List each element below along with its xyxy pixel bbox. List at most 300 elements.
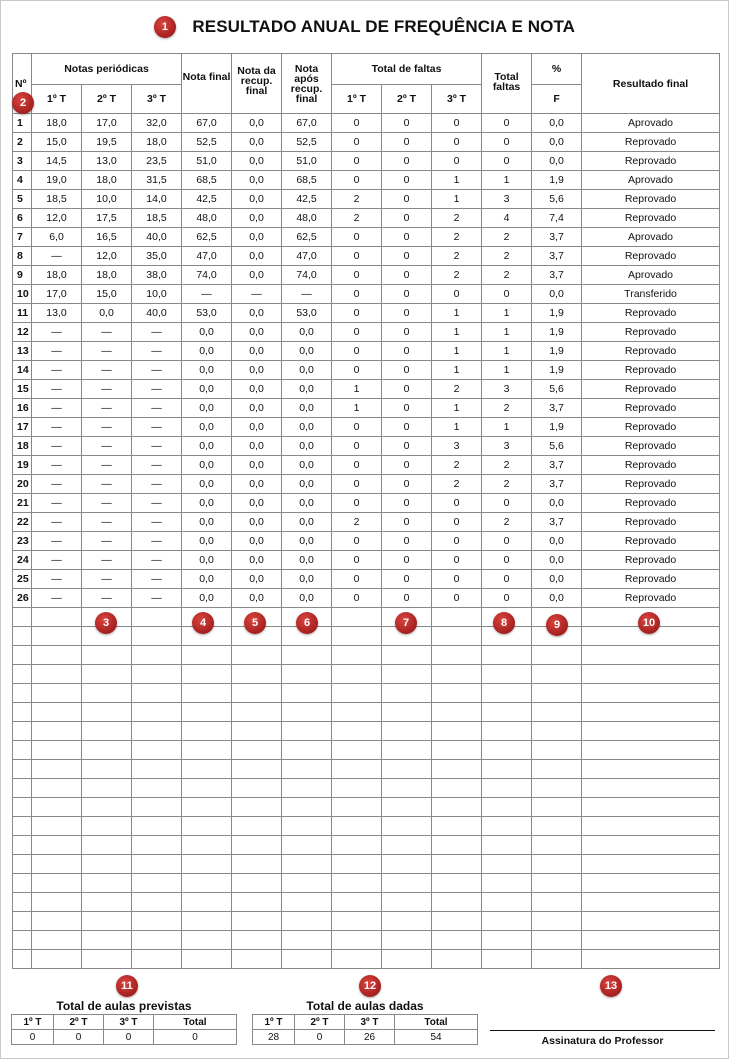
nota-apos-recup-cell: 0,0: [282, 437, 332, 456]
empty-cell: [32, 646, 82, 665]
empty-cell: [32, 855, 82, 874]
percent-faltas-cell: 3,7: [532, 247, 582, 266]
previstas-value-t1: 0: [12, 1030, 54, 1045]
faltas-t2-cell: 0: [382, 589, 432, 608]
empty-cell: [282, 855, 332, 874]
empty-row: [13, 779, 720, 798]
empty-cell: [282, 950, 332, 969]
empty-cell: [332, 855, 382, 874]
faltas-t1-cell: 0: [332, 152, 382, 171]
empty-cell: [482, 912, 532, 931]
total-faltas-cell: 1: [482, 418, 532, 437]
empty-cell: [132, 912, 182, 931]
empty-cell: [382, 855, 432, 874]
empty-cell: [13, 931, 32, 950]
total-faltas-cell: 1: [482, 361, 532, 380]
signature-line: [490, 1030, 715, 1031]
empty-cell: [182, 836, 232, 855]
nota-t2-cell: 17,5: [82, 209, 132, 228]
empty-cell: [432, 703, 482, 722]
resultado-final-cell: Reprovado: [582, 209, 720, 228]
table-row: [13, 114, 720, 133]
dadas-value-t3: 26: [345, 1030, 395, 1045]
empty-cell: [82, 817, 132, 836]
percent-faltas-cell: 1,9: [532, 418, 582, 437]
nota-t2-cell: —: [82, 551, 132, 570]
resultado-final-cell: Reprovado: [582, 190, 720, 209]
nota-final-cell: 0,0: [182, 323, 232, 342]
row-number-cell: 23: [13, 532, 32, 551]
annotation-badge-4: 4: [192, 612, 214, 634]
faltas-t3-cell: 2: [432, 475, 482, 494]
faltas-t3-cell: 1: [432, 399, 482, 418]
faltas-t1-cell: 2: [332, 513, 382, 532]
empty-cell: [532, 665, 582, 684]
faltas-t1-cell: 0: [332, 171, 382, 190]
nota-t1-cell: —: [32, 361, 82, 380]
empty-cell: [132, 893, 182, 912]
nota-recup-cell: 0,0: [232, 152, 282, 171]
empty-cell: [13, 836, 32, 855]
percent-faltas-cell: 1,9: [532, 342, 582, 361]
nota-apos-recup-cell: 68,5: [282, 171, 332, 190]
nota-final-cell: 0,0: [182, 437, 232, 456]
header-faltas-t2: 2º T: [382, 85, 432, 114]
nota-t2-cell: —: [82, 532, 132, 551]
nota-apos-recup-cell: 42,5: [282, 190, 332, 209]
row-number-cell: 16: [13, 399, 32, 418]
faltas-t1-cell: 0: [332, 456, 382, 475]
row-number-cell: 4: [13, 171, 32, 190]
nota-apos-recup-cell: 0,0: [282, 532, 332, 551]
nota-final-cell: 42,5: [182, 190, 232, 209]
empty-cell: [232, 703, 282, 722]
header-num: Nº: [13, 54, 32, 114]
nota-t1-cell: —: [32, 380, 82, 399]
nota-apos-recup-cell: 67,0: [282, 114, 332, 133]
annotation-badge-5: 5: [244, 612, 266, 634]
nota-t1-cell: —: [32, 513, 82, 532]
header-percent: %: [532, 54, 582, 85]
empty-cell: [532, 703, 582, 722]
nota-final-cell: 51,0: [182, 152, 232, 171]
previstas-value-t2: 0: [54, 1030, 104, 1045]
empty-cell: [82, 912, 132, 931]
empty-cell: [232, 817, 282, 836]
empty-cell: [13, 684, 32, 703]
empty-cell: [332, 741, 382, 760]
empty-cell: [13, 741, 32, 760]
resultado-final-cell: Reprovado: [582, 304, 720, 323]
percent-faltas-cell: 0,0: [532, 285, 582, 304]
resultado-final-cell: Reprovado: [582, 456, 720, 475]
nota-recup-cell: 0,0: [232, 133, 282, 152]
empty-cell: [382, 874, 432, 893]
faltas-t2-cell: 0: [382, 323, 432, 342]
empty-cell: [182, 760, 232, 779]
signature-label: Assinatura do Professor: [541, 1035, 664, 1047]
empty-cell: [382, 760, 432, 779]
empty-cell: [13, 665, 32, 684]
nota-apos-recup-cell: 0,0: [282, 323, 332, 342]
empty-cell: [182, 703, 232, 722]
percent-faltas-cell: 1,9: [532, 361, 582, 380]
empty-cell: [432, 817, 482, 836]
empty-cell: [82, 779, 132, 798]
empty-row: [13, 703, 720, 722]
table-row: [13, 475, 720, 494]
empty-cell: [82, 893, 132, 912]
total-faltas-cell: 2: [482, 266, 532, 285]
nota-recup-cell: 0,0: [232, 399, 282, 418]
empty-row: [13, 893, 720, 912]
empty-cell: [182, 741, 232, 760]
annotation-badge-9: 9: [546, 614, 568, 636]
empty-cell: [432, 855, 482, 874]
empty-row: [13, 722, 720, 741]
nota-t1-cell: 18,0: [32, 114, 82, 133]
nota-recup-cell: 0,0: [232, 456, 282, 475]
nota-final-cell: 52,5: [182, 133, 232, 152]
empty-cell: [482, 722, 532, 741]
header-notas-t1: 1º T: [32, 85, 82, 114]
empty-cell: [532, 817, 582, 836]
empty-cell: [132, 855, 182, 874]
nota-t3-cell: —: [132, 456, 182, 475]
nota-t1-cell: —: [32, 323, 82, 342]
empty-row: [13, 741, 720, 760]
nota-t2-cell: 0,0: [82, 304, 132, 323]
nota-final-cell: 0,0: [182, 513, 232, 532]
empty-cell: [332, 684, 382, 703]
nota-recup-cell: 0,0: [232, 114, 282, 133]
empty-cell: [13, 950, 32, 969]
annotation-badge-13: 13: [600, 975, 622, 997]
empty-row: [13, 817, 720, 836]
percent-faltas-cell: 0,0: [532, 133, 582, 152]
previstas-header-t3: 3º T: [104, 1015, 154, 1030]
empty-cell: [582, 798, 720, 817]
total-faltas-cell: 3: [482, 437, 532, 456]
faltas-t2-cell: 0: [382, 171, 432, 190]
empty-cell: [532, 646, 582, 665]
empty-cell: [582, 931, 720, 950]
total-faltas-cell: 1: [482, 342, 532, 361]
empty-cell: [382, 817, 432, 836]
percent-faltas-cell: 0,0: [532, 114, 582, 133]
table-row: [13, 570, 720, 589]
nota-recup-cell: —: [232, 285, 282, 304]
empty-cell: [332, 703, 382, 722]
resultado-final-cell: Reprovado: [582, 323, 720, 342]
empty-cell: [582, 855, 720, 874]
nota-apos-recup-cell: 0,0: [282, 570, 332, 589]
dadas-header-t2: 2º T: [295, 1015, 345, 1030]
row-number-cell: 3: [13, 152, 32, 171]
nota-t2-cell: 13,0: [82, 152, 132, 171]
empty-cell: [382, 836, 432, 855]
annotation-badge-6: 6: [296, 612, 318, 634]
empty-cell: [82, 722, 132, 741]
resultado-final-cell: Aprovado: [582, 266, 720, 285]
resultado-final-cell: Reprovado: [582, 133, 720, 152]
empty-cell: [582, 684, 720, 703]
table-row: [13, 342, 720, 361]
percent-faltas-cell: 0,0: [532, 494, 582, 513]
row-number-cell: 8: [13, 247, 32, 266]
empty-cell: [82, 760, 132, 779]
empty-cell: [82, 855, 132, 874]
percent-faltas-cell: 1,9: [532, 304, 582, 323]
empty-cell: [532, 874, 582, 893]
faltas-t1-cell: 0: [332, 494, 382, 513]
empty-cell: [482, 741, 532, 760]
nota-t1-cell: 15,0: [32, 133, 82, 152]
nota-final-cell: 48,0: [182, 209, 232, 228]
nota-t1-cell: —: [32, 399, 82, 418]
empty-cell: [32, 703, 82, 722]
nota-final-cell: 62,5: [182, 228, 232, 247]
nota-t2-cell: 16,5: [82, 228, 132, 247]
empty-cell: [82, 950, 132, 969]
empty-cell: [182, 950, 232, 969]
nota-recup-cell: 0,0: [232, 209, 282, 228]
empty-cell: [32, 760, 82, 779]
empty-row: [13, 798, 720, 817]
empty-row: [13, 760, 720, 779]
empty-cell: [232, 646, 282, 665]
empty-cell: [582, 741, 720, 760]
empty-cell: [332, 798, 382, 817]
header-notas-t2: 2º T: [82, 85, 132, 114]
total-faltas-cell: 0: [482, 551, 532, 570]
nota-recup-cell: 0,0: [232, 475, 282, 494]
table-row: [13, 437, 720, 456]
nota-t1-cell: —: [32, 456, 82, 475]
faltas-t2-cell: 0: [382, 247, 432, 266]
empty-cell: [582, 779, 720, 798]
resultado-final-cell: Reprovado: [582, 361, 720, 380]
faltas-t1-cell: 2: [332, 190, 382, 209]
empty-row: [13, 665, 720, 684]
nota-apos-recup-cell: 62,5: [282, 228, 332, 247]
empty-cell: [132, 874, 182, 893]
faltas-t1-cell: 0: [332, 551, 382, 570]
empty-cell: [182, 817, 232, 836]
empty-cell: [13, 817, 32, 836]
empty-cell: [432, 665, 482, 684]
percent-faltas-cell: 5,6: [532, 437, 582, 456]
nota-final-cell: —: [182, 285, 232, 304]
empty-cell: [332, 893, 382, 912]
empty-cell: [32, 665, 82, 684]
empty-cell: [532, 836, 582, 855]
empty-cell: [482, 874, 532, 893]
empty-cell: [432, 608, 482, 627]
resultado-final-cell: Reprovado: [582, 418, 720, 437]
faltas-t3-cell: 3: [432, 437, 482, 456]
nota-final-cell: 0,0: [182, 418, 232, 437]
header-nota-recup: Nota da recup. final: [232, 54, 282, 114]
nota-t3-cell: 38,0: [132, 266, 182, 285]
aulas-previstas-title: Total de aulas previstas: [56, 999, 192, 1013]
table-row: [13, 418, 720, 437]
empty-cell: [32, 931, 82, 950]
header-notas-periodicas: Notas periódicas: [32, 54, 182, 85]
header-faltas-t3: 3º T: [432, 85, 482, 114]
nota-recup-cell: 0,0: [232, 361, 282, 380]
faltas-t1-cell: 0: [332, 114, 382, 133]
annotation-badge-7: 7: [395, 612, 417, 634]
nota-t2-cell: —: [82, 513, 132, 532]
nota-final-cell: 0,0: [182, 456, 232, 475]
empty-cell: [13, 874, 32, 893]
empty-cell: [382, 722, 432, 741]
total-faltas-cell: 2: [482, 399, 532, 418]
empty-cell: [532, 931, 582, 950]
empty-cell: [182, 646, 232, 665]
total-faltas-cell: 0: [482, 285, 532, 304]
empty-cell: [132, 741, 182, 760]
row-number-cell: 22: [13, 513, 32, 532]
faltas-t2-cell: 0: [382, 513, 432, 532]
nota-apos-recup-cell: 53,0: [282, 304, 332, 323]
row-number-cell: 18: [13, 437, 32, 456]
faltas-t3-cell: 1: [432, 342, 482, 361]
faltas-t1-cell: 0: [332, 228, 382, 247]
aulas-dadas-table: [252, 1014, 478, 1045]
empty-cell: [132, 950, 182, 969]
percent-faltas-cell: 1,9: [532, 171, 582, 190]
empty-cell: [282, 703, 332, 722]
previstas-header-t1: 1º T: [12, 1015, 54, 1030]
nota-final-cell: 0,0: [182, 494, 232, 513]
faltas-t1-cell: 0: [332, 570, 382, 589]
nota-recup-cell: 0,0: [232, 247, 282, 266]
faltas-t3-cell: 1: [432, 190, 482, 209]
resultado-final-cell: Reprovado: [582, 532, 720, 551]
empty-cell: [132, 703, 182, 722]
nota-t3-cell: —: [132, 323, 182, 342]
empty-cell: [32, 893, 82, 912]
empty-cell: [32, 684, 82, 703]
faltas-t1-cell: 0: [332, 342, 382, 361]
nota-recup-cell: 0,0: [232, 342, 282, 361]
empty-cell: [482, 703, 532, 722]
row-number-cell: 19: [13, 456, 32, 475]
percent-faltas-cell: 0,0: [532, 152, 582, 171]
empty-cell: [332, 608, 382, 627]
empty-cell: [132, 722, 182, 741]
empty-cell: [532, 950, 582, 969]
table-row: [13, 456, 720, 475]
resultado-final-cell: Transferido: [582, 285, 720, 304]
nota-t3-cell: —: [132, 418, 182, 437]
empty-cell: [132, 646, 182, 665]
nota-t1-cell: —: [32, 551, 82, 570]
empty-row: [13, 627, 720, 646]
nota-t1-cell: —: [32, 247, 82, 266]
empty-cell: [82, 703, 132, 722]
resultado-final-cell: Reprovado: [582, 380, 720, 399]
row-number-cell: 13: [13, 342, 32, 361]
resultado-final-cell: Reprovado: [582, 475, 720, 494]
nota-t3-cell: 18,0: [132, 133, 182, 152]
faltas-t3-cell: 1: [432, 171, 482, 190]
empty-cell: [182, 779, 232, 798]
empty-cell: [232, 779, 282, 798]
empty-cell: [13, 608, 32, 627]
nota-recup-cell: 0,0: [232, 228, 282, 247]
annotation-badge-10: 10: [638, 612, 660, 634]
row-number-cell: 6: [13, 209, 32, 228]
total-faltas-cell: 0: [482, 133, 532, 152]
empty-row: [13, 855, 720, 874]
page-title: RESULTADO ANUAL DE FREQUÊNCIA E NOTA: [192, 17, 576, 36]
empty-cell: [282, 779, 332, 798]
aulas-dadas-block: [252, 995, 478, 1045]
empty-cell: [432, 912, 482, 931]
faltas-t3-cell: 0: [432, 589, 482, 608]
empty-cell: [82, 836, 132, 855]
nota-t1-cell: 19,0: [32, 171, 82, 190]
nota-t1-cell: 6,0: [32, 228, 82, 247]
empty-cell: [282, 798, 332, 817]
faltas-t3-cell: 0: [432, 152, 482, 171]
nota-recup-cell: 0,0: [232, 418, 282, 437]
percent-faltas-cell: 3,7: [532, 266, 582, 285]
faltas-t3-cell: 0: [432, 570, 482, 589]
faltas-t1-cell: 1: [332, 380, 382, 399]
faltas-t1-cell: 1: [332, 399, 382, 418]
nota-t2-cell: —: [82, 570, 132, 589]
nota-final-cell: 0,0: [182, 399, 232, 418]
empty-cell: [482, 836, 532, 855]
empty-cell: [132, 779, 182, 798]
nota-recup-cell: 0,0: [232, 304, 282, 323]
empty-cell: [32, 817, 82, 836]
nota-t1-cell: 13,0: [32, 304, 82, 323]
faltas-t1-cell: 0: [332, 589, 382, 608]
header-nota-final: Nota final: [182, 54, 232, 114]
nota-t1-cell: 17,0: [32, 285, 82, 304]
nota-t1-cell: —: [32, 342, 82, 361]
empty-cell: [182, 684, 232, 703]
nota-t2-cell: —: [82, 323, 132, 342]
total-faltas-cell: 2: [482, 247, 532, 266]
nota-t2-cell: —: [82, 456, 132, 475]
faltas-t2-cell: 0: [382, 494, 432, 513]
empty-cell: [532, 760, 582, 779]
empty-cell: [382, 950, 432, 969]
empty-cell: [482, 893, 532, 912]
faltas-t3-cell: 0: [432, 133, 482, 152]
empty-cell: [32, 912, 82, 931]
row-number-cell: 17: [13, 418, 32, 437]
percent-faltas-cell: 5,6: [532, 380, 582, 399]
faltas-t1-cell: 0: [332, 532, 382, 551]
empty-cell: [282, 722, 332, 741]
total-faltas-cell: 0: [482, 570, 532, 589]
nota-t3-cell: —: [132, 361, 182, 380]
nota-final-cell: 0,0: [182, 380, 232, 399]
previstas-header-t2: 2º T: [54, 1015, 104, 1030]
faltas-t2-cell: 0: [382, 456, 432, 475]
empty-cell: [582, 836, 720, 855]
empty-cell: [432, 798, 482, 817]
annotation-badge-3: 3: [95, 612, 117, 634]
aulas-previstas-block: [11, 995, 237, 1045]
